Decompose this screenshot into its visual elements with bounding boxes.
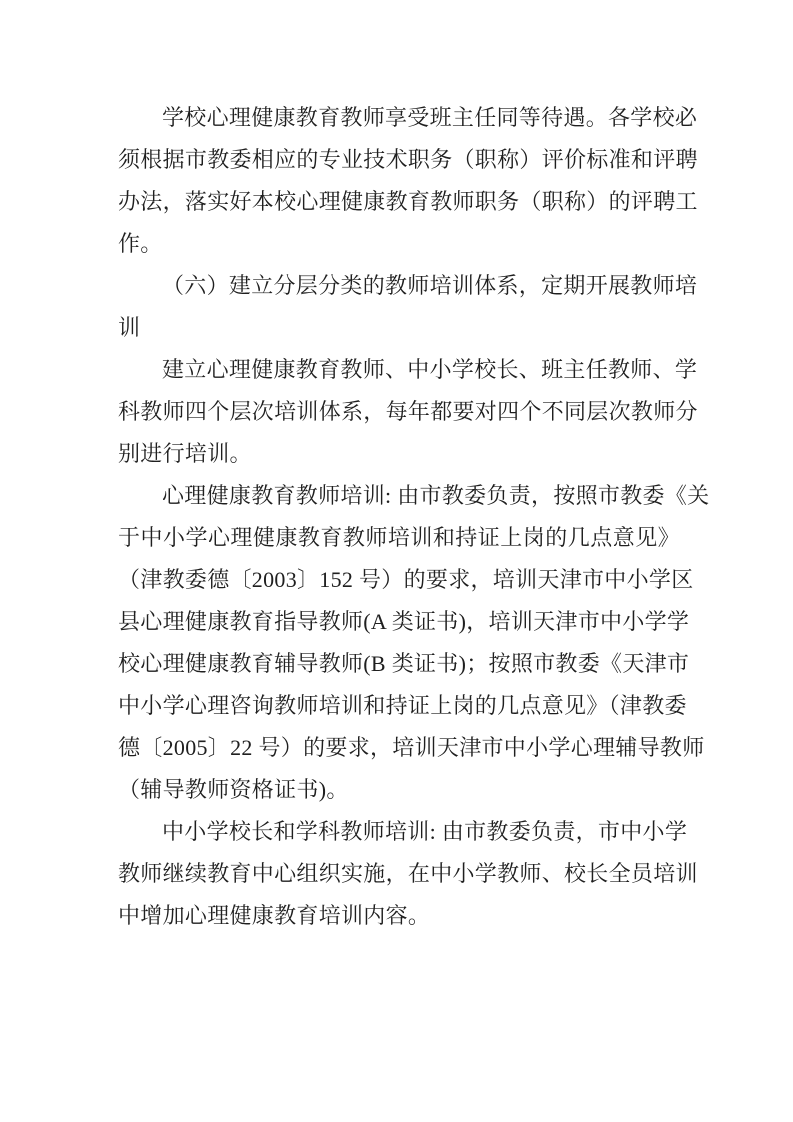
text-line: 教师继续教育中心组织实施，在中小学教师、校长全员培训 [118, 861, 698, 886]
text-line: 须根据市教委相应的专业技术职务（职称）评价标准和评聘 [118, 147, 698, 172]
text-line: 办法，落实好本校心理健康教育教师职务（职称）的评聘工 [118, 189, 698, 214]
text-line: 作。 [118, 231, 163, 256]
text-line: 县心理健康教育指导教师(A 类证书)，培训天津市中小学学 [118, 609, 690, 634]
text-line: 中小学心理咨询教师培训和持证上岗的几点意见》（津教委 [118, 693, 687, 718]
text-line: 训 [118, 315, 141, 340]
text-line: （辅导教师资格证书)。 [118, 777, 349, 802]
paragraph-section-heading [118, 265, 698, 349]
text-line: 德〔2005〕22 号）的要求，培训天津市中小学心理辅导教师 [118, 735, 705, 760]
text-line: 科教师四个层次培训体系，每年都要对四个不同层次教师分 [118, 399, 698, 424]
paragraph-teacher-training [118, 475, 710, 811]
paragraph-principal-training [118, 811, 698, 937]
text-line: 于中小学心理健康教育教师培训和持证上岗的几点意见》 [118, 525, 680, 550]
text-line: 建立心理健康教育教师、中小学校长、班主任教师、学 [162, 357, 698, 382]
paragraph-benefits [118, 97, 698, 265]
text-line: 别进行培训。 [118, 441, 252, 466]
text-line: 中增加心理健康教育培训内容。 [118, 903, 431, 928]
text-line: 心理健康教育教师培训: 由市教委负责，按照市教委《关 [162, 483, 710, 508]
text-line: 校心理健康教育辅导教师(B 类证书)；按照市教委《天津市 [118, 651, 690, 676]
document-body [118, 97, 710, 937]
text-line: 中小学校长和学科教师培训: 由市教委负责，市中小学 [162, 819, 688, 844]
text-line: （六）建立分层分类的教师培训体系，定期开展教师培 [162, 273, 698, 298]
text-line: 学校心理健康教育教师享受班主任同等待遇。各学校必 [162, 105, 698, 130]
text-line: （津教委德〔2003〕152 号）的要求，培训天津市中小学区 [118, 567, 694, 592]
paragraph-training-system [118, 349, 698, 475]
